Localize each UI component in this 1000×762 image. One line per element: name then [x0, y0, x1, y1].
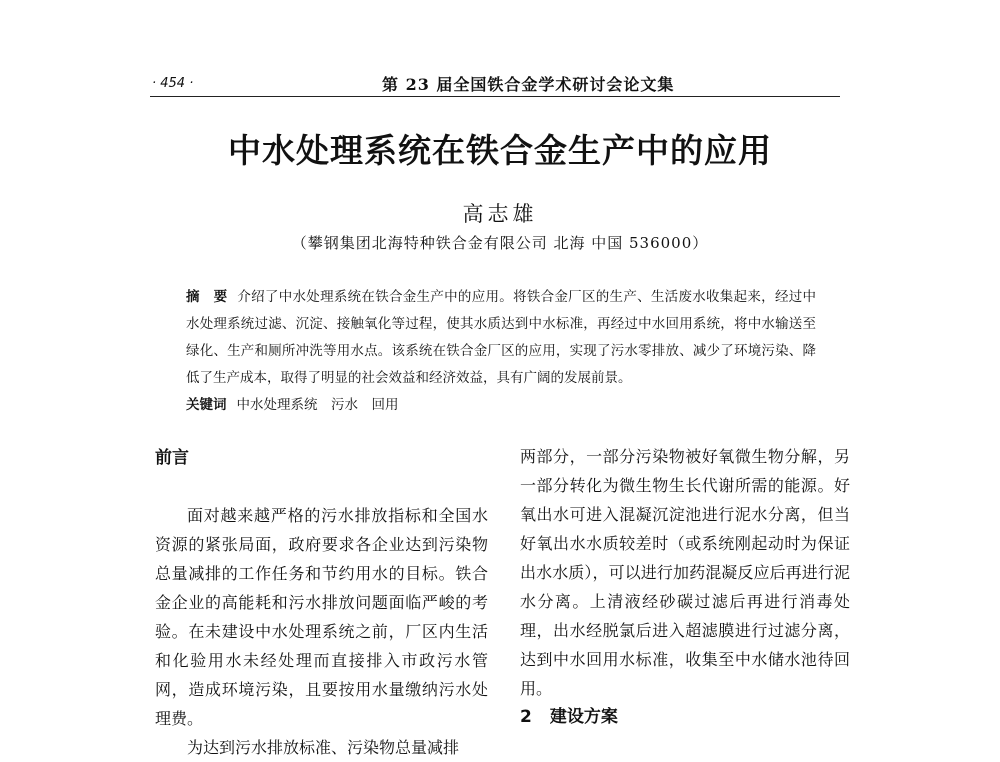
body-paragraph: 两部分，一部分污染物被好氧微生物分解，另一部分转化为微生物生长代谢所需的能源。好氧出水可进入混凝沉淀池进行泥水分离，但当好氧出水水质较差时（或系统刚起动时为保证出水水质），可以进行加药混凝反应后再进行泥水分离。上清液经砂碳过滤后再进行消毒处理，出水经脱氯后进入超滤膜进行过滤分离，达到中水回用水标准，收集至中水储水池待回用。 [520, 447, 850, 698]
paper-title: 中水处理系统在铁合金生产中的应用 [228, 131, 772, 170]
page-number: · 454 · [152, 76, 194, 91]
section-heading-preface: 前言 [155, 448, 189, 468]
header-rule [150, 96, 840, 97]
abstract-text: 介绍了中水处理系统在铁合金生产中的应用。将铁合金厂区的生产、生活废水收集起来，经过中水处理系统过滤、沉淀、接触氧化等过程，使其水质达到中水标准，再经过中水回用系统，将中水输送至绿化、生产和厕所冲洗等用水点。该系统在铁合金厂区的应用，实现了污水零排放、减少了环境污染、降低了生产成本，取得了明显的社会效益和经济效益，具有广阔的发展前景。 [186, 289, 817, 386]
keywords [186, 393, 816, 413]
body-paragraph: 面对越来越严格的污水排放指标和全国水资源的紧张局面，政府要求各企业达到污染物总量减排的工作任务和节约用水的目标。铁合金企业的高能耗和污水排放问题面临严峻的考验。在未建设中水处理系统之前，厂区内生活和化验用水未经处理而直接排入市政污水管网，造成环境污染，且要按用水量缴纳污水处理费。 [155, 506, 488, 728]
keywords-label: 关键词 [186, 397, 227, 413]
right-column [520, 442, 850, 703]
section-heading-2 [520, 702, 618, 727]
running-header [150, 64, 840, 98]
left-column [155, 444, 488, 762]
section-title: 建设方案 [549, 707, 618, 727]
body-paragraph: 为达到污水排放标准、污染物总量减排 [187, 738, 460, 757]
keywords-text: 中水处理系统 污水 回用 [236, 397, 399, 413]
journal-title: 第 23 届全国铁合金学术研讨会论文集 [382, 75, 675, 94]
author-affiliation: （攀钢集团北海特种铁合金有限公司 北海 中国 536000） [291, 234, 709, 252]
author-name: 高志雄 [462, 202, 538, 226]
section-number: 2 [520, 707, 532, 727]
abstract-label: 摘 要 [186, 289, 228, 305]
abstract [186, 284, 816, 392]
